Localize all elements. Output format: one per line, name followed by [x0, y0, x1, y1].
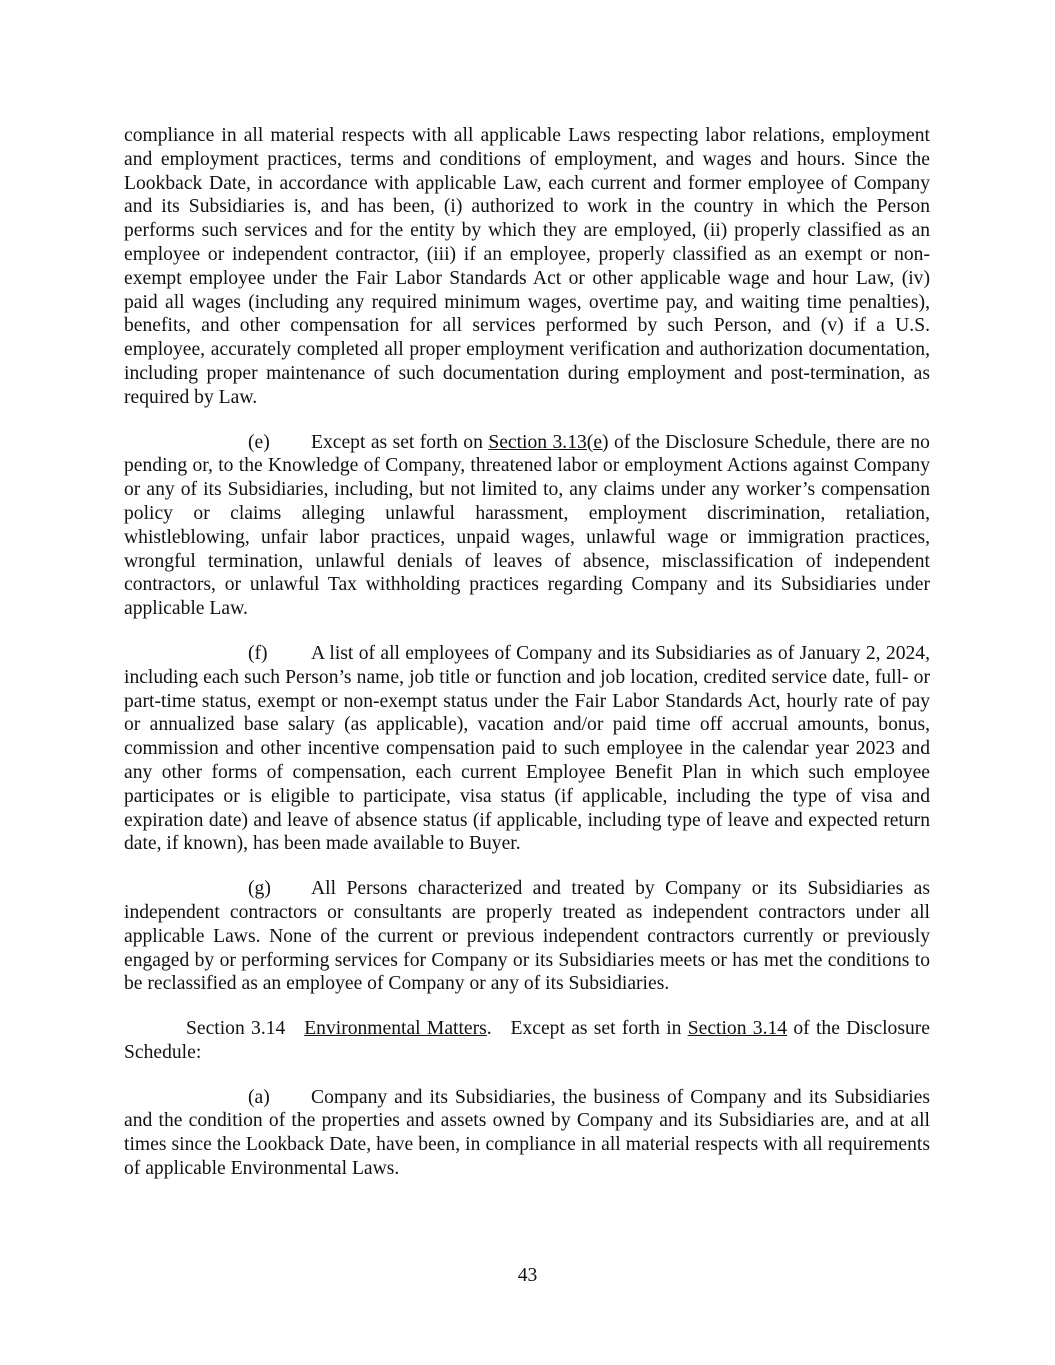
- paragraph-g-text: All Persons characterized and treated by Company or its Subsidiaries as independent contractors or consultants are properly treated as independent contractors under all applicable Laws. None of the current or previous independent contractors currently or previously engaged by or performing services for Company or its Subsidiaries meets or has met the conditions to be reclassified as an employee of Company or any of its Subsidiaries.: [124, 878, 930, 995]
- paragraph-g-marker: (g): [248, 878, 271, 900]
- section-3-13-e-reference: Section 3.13(e): [488, 431, 609, 453]
- paragraph-e-text-after: of the Disclosure Schedule, there are no pending or, to the Knowledge of Company, threatened labor or employment Actions against Company or any of its Subsidiaries, including, but not limited to, any claims under any worker’s compensation policy or claims alleging unlawful harassment, employment discrimination, retaliation, whistleblowing, unfair labor practices, unpaid wages, unlawful wage or immigration practices, wrongful termination, unlawful denials of leaves of absence, misclassification of independent contractors, or unlawful Tax withholding practices regarding Company and its Subsidiaries under applicable Law.: [124, 431, 930, 620]
- paragraph-e: [124, 431, 930, 621]
- paragraph-a-text: Company and its Subsidiaries, the business of Company and its Subsidiaries and the condition of the properties and assets owned by Company and its Subsidiaries are, and at all times since the Lookback Date, have been, in compliance in all material respects with all requirements of applicable Environmental Laws.: [124, 1086, 930, 1180]
- paragraph-a-marker: (a): [248, 1086, 270, 1108]
- section-title: Environmental Matters: [304, 1018, 487, 1040]
- paragraph-g: [124, 877, 930, 996]
- paragraph-f-marker: (f): [248, 642, 268, 664]
- paragraph-f-text: A list of all employees of Company and its Subsidiaries as of January 2, 2024, including each such Person’s name, job title or function and job location, credited service date, full- or part-time status, exempt or non-exempt status under the Fair Labor Standards Act, hourly rate of pay or annualized base salary (as applicable), vacation and/or paid time off accrual amounts, bonus, commission and other incentive compensation paid to such employee in the calendar year 2023 and any other forms of compensation, each current Employee Benefit Plan in which such employee participates or is eligible to participate, visa status (if applicable, including the type of visa and expiration date) and leave of absence status (if applicable, including type of leave and expected return date, if known), has been made available to Buyer.: [124, 642, 930, 855]
- paragraph-e-marker: (e): [248, 431, 270, 453]
- document-body: [124, 124, 930, 1181]
- section-3-14-heading: [124, 1017, 930, 1065]
- paragraph-a: [124, 1086, 930, 1181]
- section-3-14-text-before: Except as set forth in: [510, 1018, 688, 1040]
- section-3-14-reference: Section 3.14: [687, 1018, 788, 1040]
- section-number: Section 3.14: [186, 1018, 286, 1040]
- section-title-punct: .: [486, 1018, 492, 1040]
- section-3-14-text-after: of the Disclosure Schedule:: [124, 1018, 930, 1063]
- paragraph-e-text-before: Except as set forth on: [311, 431, 489, 453]
- page-number: 43: [517, 1265, 538, 1286]
- paragraph-f: [124, 642, 930, 856]
- intro-paragraph: compliance in all material respects with all applicable Laws respecting labor relations, employment and employment practices, terms and conditions of employment, and wages and hours. Since the Lookback Date, in accordance with applicable Law, each current and former employee of Company and its Subsidiaries is, and has been, (i) authorized to work in the country in which the Person performs such services and for the entity by which they are employed, (ii) properly classified as an employee or independent contractor, (iii) if an employee, properly classified as an exempt or non-exempt employee under the Fair Labor Standards Act or other applicable wage and hour Law, (iv) paid all wages (including any required minimum wages, overtime pay, and waiting time penalties), benefits, and other compensation for all services performed by such Person, and (v) if a U.S. employee, accurately completed all proper employment verification and authorization documentation, including proper maintenance of such documentation during employment and post-termination, as required by Law.: [124, 125, 930, 408]
